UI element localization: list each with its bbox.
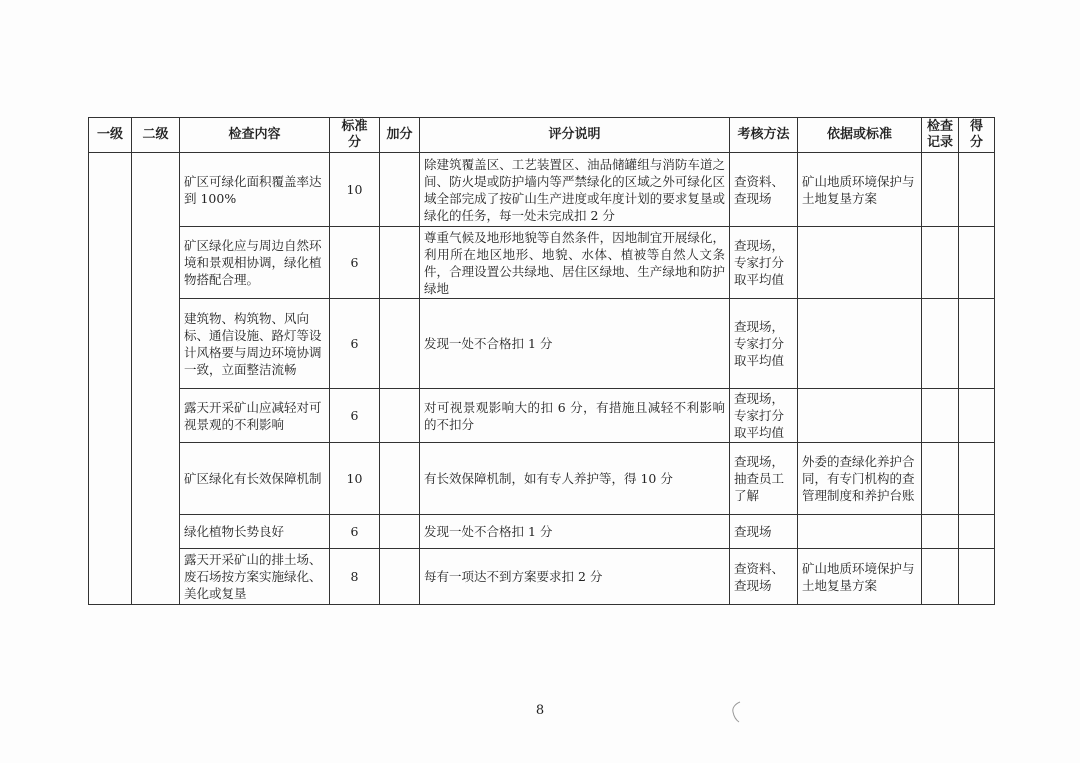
header-assessment-method: 考核方法	[730, 118, 798, 153]
header-level-1: 一级	[89, 118, 132, 153]
check-content-cell: 矿区绿化应与周边自然环境和景观相协调，绿化植物搭配合理。	[180, 227, 330, 299]
scoring-description-cell: 有长效保障机制，如有专人养护等，得 10 分	[420, 443, 730, 515]
check-record-cell	[922, 389, 959, 443]
scoring-description-cell: 除建筑覆盖区、工艺装置区、油品储罐组与消防车道之间、防火堤或防护墙内等严禁绿化的区域之外可绿化区域全部完成了按矿山生产进度或年度计划的要求复垦或绿化的任务，每一处未完成扣 2 分	[420, 153, 730, 227]
standard-score-cell: 10	[330, 443, 380, 515]
scoring-description-cell: 发现一处不合格扣 1 分	[420, 299, 730, 389]
header-score-line2: 分	[969, 135, 983, 150]
header-level-2: 二级	[132, 118, 180, 153]
table-row	[89, 299, 995, 389]
table-row	[89, 153, 995, 227]
basis-standard-cell	[798, 227, 922, 299]
header-scoring-description: 评分说明	[420, 118, 730, 153]
assessment-method-cell: 查现场	[730, 515, 798, 549]
check-record-cell	[922, 227, 959, 299]
standard-score-cell: 6	[330, 299, 380, 389]
basis-standard-cell	[798, 515, 922, 549]
table-row	[89, 443, 995, 515]
check-content-cell: 露天开采矿山应减轻对可视景观的不利影响	[180, 389, 330, 443]
header-basis-standard: 依据或标准	[798, 118, 922, 153]
header-check-record	[922, 118, 959, 153]
assessment-method-cell: 查现场，专家打分取平均值	[730, 299, 798, 389]
check-content-cell: 矿区可绿化面积覆盖率达到 100%	[180, 153, 330, 227]
score-cell	[959, 227, 995, 299]
check-record-cell	[922, 443, 959, 515]
score-cell	[959, 515, 995, 549]
basis-standard-cell: 矿山地质环境保护与土地复垦方案	[798, 153, 922, 227]
table-row	[89, 515, 995, 549]
score-cell	[959, 389, 995, 443]
table-row	[89, 227, 995, 299]
standard-score-cell: 6	[330, 515, 380, 549]
bonus-cell	[380, 227, 420, 299]
check-record-cell	[922, 299, 959, 389]
score-cell	[959, 153, 995, 227]
score-cell	[959, 443, 995, 515]
check-content-cell: 矿区绿化有长效保障机制	[180, 443, 330, 515]
header-check-record-line1: 检查	[926, 119, 953, 134]
assessment-method-cell: 查现场，专家打分取平均值	[730, 227, 798, 299]
check-record-cell	[922, 549, 959, 605]
bonus-cell	[380, 153, 420, 227]
bonus-cell	[380, 443, 420, 515]
standard-score-cell: 8	[330, 549, 380, 605]
table-row	[89, 389, 995, 443]
level-1-cell	[89, 153, 132, 605]
standard-score-cell: 6	[330, 227, 380, 299]
header-score	[959, 118, 995, 153]
check-content-cell: 绿化植物长势良好	[180, 515, 330, 549]
evaluation-table	[88, 117, 995, 605]
assessment-method-cell: 查资料、查现场	[730, 549, 798, 605]
score-cell	[959, 549, 995, 605]
check-record-cell	[922, 515, 959, 549]
score-cell	[959, 299, 995, 389]
table-row	[89, 549, 995, 605]
assessment-method-cell: 查现场，抽查员工了解	[730, 443, 798, 515]
bonus-cell	[380, 549, 420, 605]
header-bonus: 加分	[380, 118, 420, 153]
header-standard-score-line1: 标准	[341, 119, 368, 134]
check-content-cell: 建筑物、构筑物、风向标、通信设施、路灯等设计风格要与周边环境协调一致，立面整洁流畅	[180, 299, 330, 389]
header-check-content: 检查内容	[180, 118, 330, 153]
page-number: 8	[535, 703, 545, 718]
pen-mark-icon	[726, 700, 746, 724]
scoring-description-cell: 发现一处不合格扣 1 分	[420, 515, 730, 549]
bonus-cell	[380, 389, 420, 443]
scoring-description-cell: 对可视景观影响大的扣 6 分，有措施且减轻不利影响的不扣分	[420, 389, 730, 443]
basis-standard-cell: 矿山地质环境保护与土地复垦方案	[798, 549, 922, 605]
check-content-cell: 露天开采矿山的排土场、废石场按方案实施绿化、美化或复垦	[180, 549, 330, 605]
assessment-method-cell: 查资料、查现场	[730, 153, 798, 227]
bonus-cell	[380, 299, 420, 389]
header-check-record-line2: 记录	[926, 135, 953, 150]
basis-standard-cell	[798, 299, 922, 389]
bonus-cell	[380, 515, 420, 549]
scoring-description-cell: 尊重气候及地形地貌等自然条件，因地制宜开展绿化，利用所在地区地形、地貌、水体、植被等自然人文条件，合理设置公共绿地、居住区绿地、生产绿地和防护绿地	[420, 227, 730, 299]
header-standard-score	[330, 118, 380, 153]
basis-standard-cell: 外委的查绿化养护合同，有专门机构的查管理制度和养护台账	[798, 443, 922, 515]
header-score-line1: 得	[969, 119, 983, 134]
standard-score-cell: 10	[330, 153, 380, 227]
assessment-method-cell: 查现场，专家打分取平均值	[730, 389, 798, 443]
scoring-description-cell: 每有一项达不到方案要求扣 2 分	[420, 549, 730, 605]
table-header-row	[89, 118, 995, 153]
standard-score-cell: 6	[330, 389, 380, 443]
header-standard-score-line2: 分	[347, 135, 361, 150]
check-record-cell	[922, 153, 959, 227]
level-2-cell	[132, 153, 180, 605]
basis-standard-cell	[798, 389, 922, 443]
